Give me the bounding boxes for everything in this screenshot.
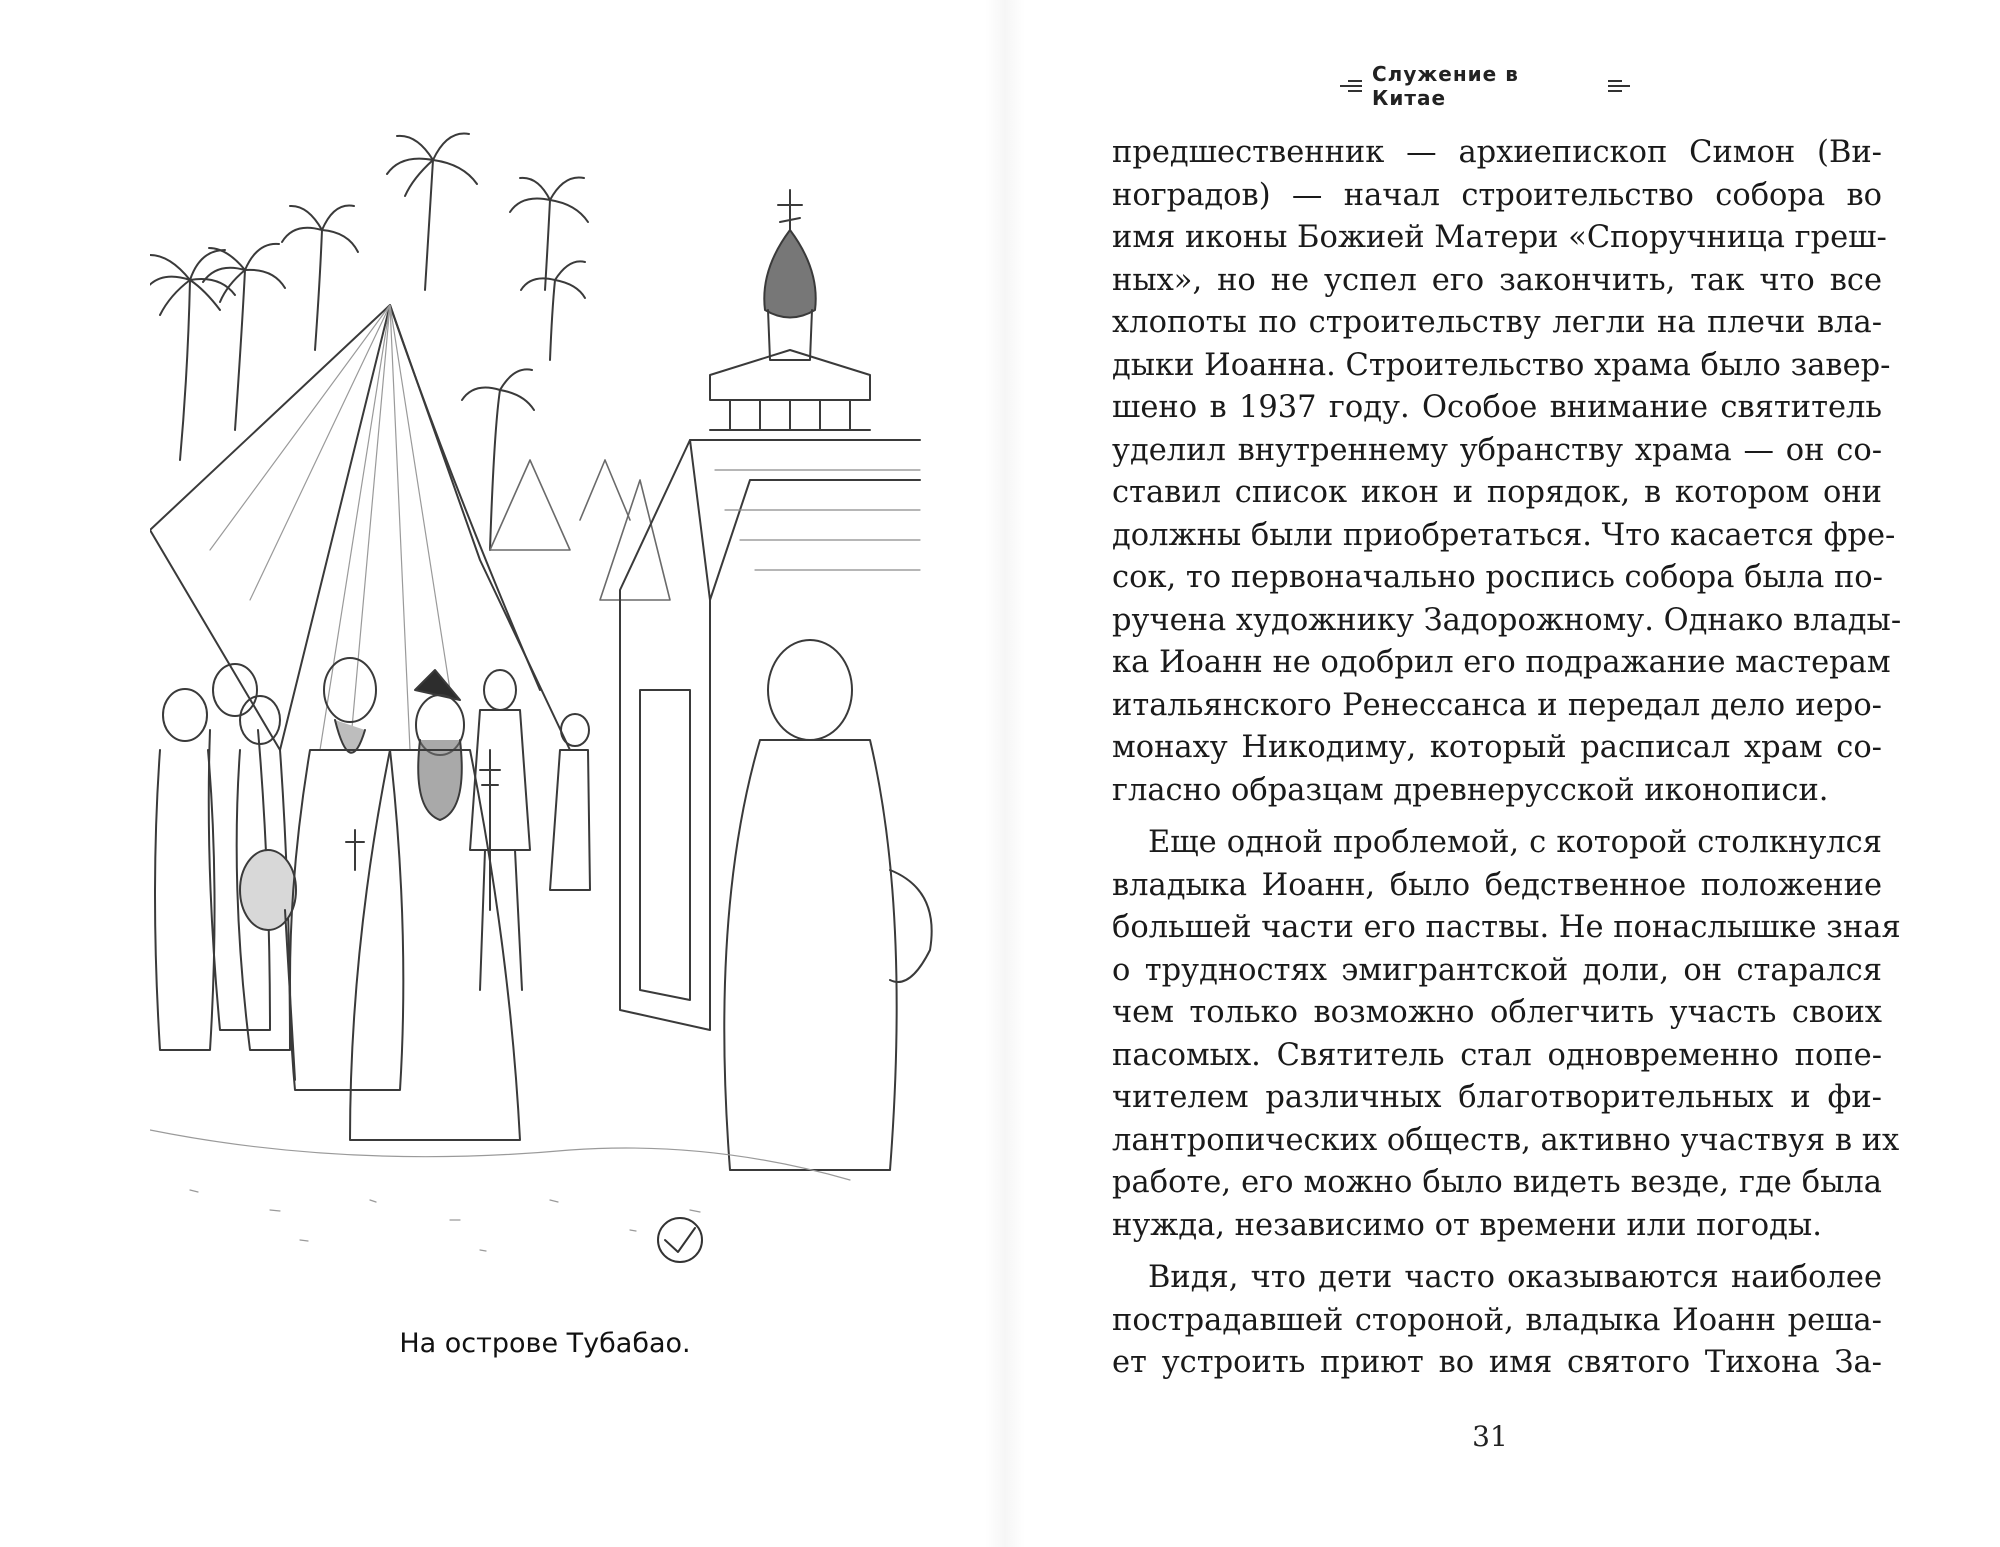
palm-tree-1 xyxy=(150,250,235,460)
text-line: работе, его можно было видеть везде, где была xyxy=(1112,1165,1882,1200)
illustration-caption: На острове Тубабао. xyxy=(399,1328,691,1359)
background-tents xyxy=(490,460,670,600)
text-line: нужда, независимо от времени или погоды. xyxy=(1112,1207,1822,1243)
running-head-title: Служение в Китае xyxy=(1372,62,1519,110)
palm-tree-5 xyxy=(510,177,588,290)
palm-tree-4 xyxy=(387,134,477,290)
text-line: гласно образцам древнерусской иконописи. xyxy=(1112,772,1829,808)
text-line: шено в 1937 году. Особое внимание святитель xyxy=(1112,390,1882,425)
text-line: пострадавшей стороной, владыка Иоанн реша- xyxy=(1112,1302,1882,1338)
page-number: 31 xyxy=(1472,1420,1508,1453)
running-head-ornament-left xyxy=(1340,77,1362,95)
text-line: уделил внутреннему убранству храма — он со- xyxy=(1112,432,1882,468)
illustration-drawing xyxy=(150,130,940,1280)
ground xyxy=(150,1130,850,1262)
group-of-people xyxy=(155,640,932,1170)
text-line: чем только возможно облегчить участь своих xyxy=(1112,995,1882,1030)
text-line: ручена художнику Задорожному. Однако влады- xyxy=(1112,602,1902,638)
body-text xyxy=(1112,132,1902,1385)
text-line: ставил список икон и порядок, в котором они xyxy=(1112,475,1882,510)
text-line: предшественник — архиепископ Симон (Ви- xyxy=(1112,135,1882,170)
text-line: пасомых. Святитель стал одновременно попе- xyxy=(1112,1037,1882,1073)
text-line: должны были приобретаться. Что касается фре- xyxy=(1112,517,1896,553)
church-building xyxy=(620,190,920,1030)
palm-tree-3 xyxy=(282,206,358,351)
palm-tree-6 xyxy=(521,261,585,360)
text-line: хлопоты по строительству легли на плечи вла- xyxy=(1112,305,1882,340)
text-line: ет устроить приют во имя святого Тихона За- xyxy=(1112,1345,1882,1380)
text-line: сок, то первоначально роспись собора была по- xyxy=(1112,560,1883,595)
text-line: ноградов) — начал строительство собора во xyxy=(1112,177,1882,213)
palm-tree-7 xyxy=(462,369,534,550)
text-line: итальянского Ренессанса и передал дело иеро- xyxy=(1112,687,1882,723)
text-line: Еще одной проблемой, с которой столкнулся xyxy=(1148,825,1882,860)
text-line: монаху Никодиму, который расписал храм со- xyxy=(1112,730,1882,765)
running-head xyxy=(1340,62,1630,110)
text-line: владыка Иоанн, было бедственное положение xyxy=(1112,867,1882,903)
palm-tree-2 xyxy=(203,244,285,430)
text-line: имя иконы Божией Матери «Споручница греш- xyxy=(1112,220,1887,255)
running-head-ornament-right xyxy=(1608,77,1630,95)
text-line: большей части его паствы. Не понаслышке зная xyxy=(1112,910,1901,945)
text-line: ка Иоанн не одобрил его подражание мастерам xyxy=(1112,645,1891,680)
text-line: чителем различных благотворительных и фи- xyxy=(1112,1080,1882,1115)
pencil-illustration-tubabao xyxy=(150,130,940,1280)
text-line: о трудностях эмигрантской доли, он старался xyxy=(1112,952,1882,988)
text-line: дыки Иоанна. Строительство храма было завер- xyxy=(1112,347,1891,383)
text-line: Видя, что дети часто оказываются наиболее xyxy=(1148,1260,1882,1295)
text-line: ных», но не успел его закончить, так что все xyxy=(1112,262,1882,298)
text-line: лантропических обществ, активно участвуя в их xyxy=(1112,1122,1900,1158)
